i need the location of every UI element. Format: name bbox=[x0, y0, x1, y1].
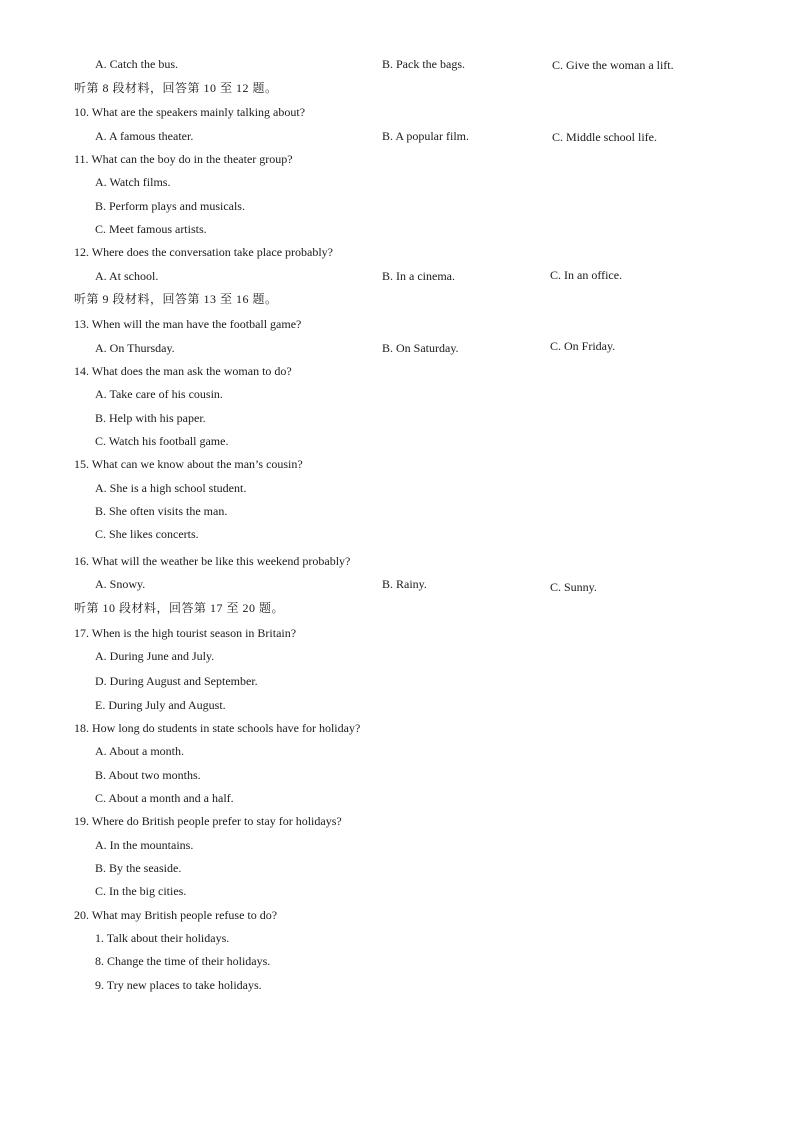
option-c: C. Middle school life. bbox=[552, 130, 657, 144]
option-c: C. She likes concerts. bbox=[95, 527, 199, 541]
option-c: C. Give the woman a lift. bbox=[552, 58, 674, 72]
option-c: C. In an office. bbox=[550, 268, 623, 282]
option-c: C. Sunny. bbox=[550, 580, 597, 594]
option-a: A. Watch films. bbox=[95, 175, 171, 189]
option-b: B. A popular film. bbox=[382, 129, 469, 143]
option-a: A. During June and July. bbox=[95, 649, 215, 663]
option-a: A. On Thursday. bbox=[95, 341, 175, 355]
option-a: A. Snowy. bbox=[95, 577, 146, 591]
option-b: B. By the seaside. bbox=[95, 861, 182, 875]
option-a: A. About a month. bbox=[95, 744, 184, 758]
option-e: E. During July and August. bbox=[95, 698, 226, 712]
option-b: B. Pack the bags. bbox=[382, 57, 465, 71]
option-a: A. A famous theater. bbox=[95, 129, 194, 143]
option-a: A. Catch the bus. bbox=[95, 57, 178, 71]
question-18: 18. How long do students in state schools have for holiday? bbox=[74, 721, 361, 735]
question-20: 20. What may British people refuse to do? bbox=[74, 908, 278, 922]
option-b: B. About two months. bbox=[95, 768, 201, 782]
option-b: B. Help with his paper. bbox=[95, 411, 206, 425]
section-heading: 听第 10 段材料，回答第 17 至 20 题。 bbox=[74, 601, 285, 615]
question-11: 11. What can the boy do in the theater group? bbox=[74, 152, 293, 166]
option-a: A. At school. bbox=[95, 269, 159, 283]
option-d: D. During August and September. bbox=[95, 674, 258, 688]
option-9: 9. Try new places to take holidays. bbox=[95, 978, 262, 992]
question-13: 13. When will the man have the football game? bbox=[74, 317, 302, 331]
option-a: A. In the mountains. bbox=[95, 838, 194, 852]
option-c: C. Watch his football game. bbox=[95, 434, 229, 448]
option-b: B. Perform plays and musicals. bbox=[95, 199, 245, 213]
option-1: 1. Talk about their holidays. bbox=[95, 931, 230, 945]
option-b: B. In a cinema. bbox=[382, 269, 455, 283]
question-19: 19. Where do British people prefer to stay for holidays? bbox=[74, 814, 342, 828]
option-8: 8. Change the time of their holidays. bbox=[95, 954, 271, 968]
question-14: 14. What does the man ask the woman to do? bbox=[74, 364, 292, 378]
option-c: C. In the big cities. bbox=[95, 884, 187, 898]
option-c: C. Meet famous artists. bbox=[95, 222, 207, 236]
option-b: B. Rainy. bbox=[382, 577, 427, 591]
question-16: 16. What will the weather be like this weekend probably? bbox=[74, 554, 351, 568]
option-a: A. She is a high school student. bbox=[95, 481, 247, 495]
option-c: C. On Friday. bbox=[550, 339, 616, 353]
section-heading: 听第 9 段材料，回答第 13 至 16 题。 bbox=[74, 292, 278, 306]
question-10: 10. What are the speakers mainly talking about? bbox=[74, 105, 306, 119]
option-b: B. On Saturday. bbox=[382, 341, 459, 355]
option-c: C. About a month and a half. bbox=[95, 791, 234, 805]
option-b: B. She often visits the man. bbox=[95, 504, 228, 518]
question-12: 12. Where does the conversation take place probably? bbox=[74, 245, 334, 259]
question-17: 17. When is the high tourist season in Britain? bbox=[74, 626, 297, 640]
section-heading: 听第 8 段材料，回答第 10 至 12 题。 bbox=[74, 81, 278, 95]
option-a: A. Take care of his cousin. bbox=[95, 387, 223, 401]
question-15: 15. What can we know about the man’s cousin? bbox=[74, 457, 303, 471]
